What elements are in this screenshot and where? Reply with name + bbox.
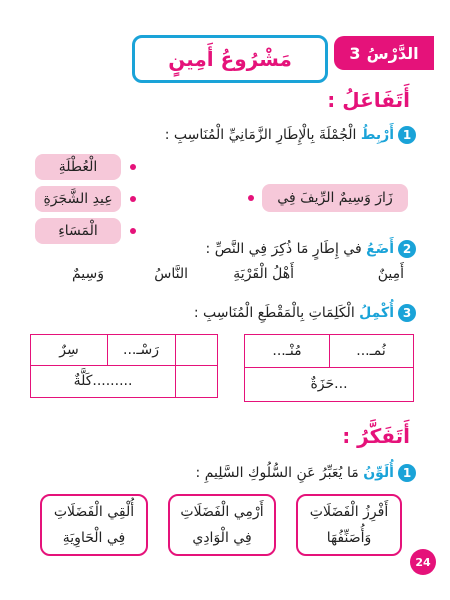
question-1-text: الْجُمْلَةَ بِالْإِطَارِ الزَّمَانِيِّ الْمُنَاسِبِ : <box>164 127 361 143</box>
option-pill-2: عِيدِ الشَّجَرَةِ <box>35 186 121 212</box>
question-1-verb: أَرْبِطُ <box>360 127 394 143</box>
think-question-1-badge: 1 <box>398 464 416 482</box>
table-left-cell-2[interactable]: سِرٌ <box>59 342 79 358</box>
option-dot-2[interactable] <box>130 196 136 202</box>
lesson-label: الدَّرْسُ <box>366 43 419 63</box>
think-question-1-instruction <box>196 464 416 482</box>
section-title-think: أَتَفَكَّرُ : <box>342 424 410 448</box>
option-dot-1[interactable] <box>130 164 136 170</box>
think-question-1-text: مَا يُعَبِّرُ عَنِ السُّلُوكِ السَّلِيمِ : <box>195 465 364 481</box>
question-1-instruction <box>165 126 416 144</box>
question-2-text: في إِطَارٍ مَا ذُكِرَ فِي النَّصِّ : <box>205 241 367 257</box>
sentence-dot[interactable] <box>248 195 254 201</box>
option-pill-3: الْمَسَاءِ <box>35 218 121 244</box>
choice-sort-waste[interactable]: أَفْرِزُ الْفَضَلَاتِ وَأُصَنِّفُهَا <box>296 494 402 556</box>
question-3-verb: أُكْمِلُ <box>359 305 394 321</box>
word-wasim: وَسِيمٌ <box>71 266 104 282</box>
lesson-number: 3 <box>349 43 361 63</box>
choice-throw-in-valley[interactable]: أَرْمِي الْفَضَلَاتِ فِي الْوَادِي <box>168 494 276 556</box>
syllable-table-right <box>244 334 414 402</box>
table-right-cell-3[interactable]: ...حَزَةٌ <box>310 376 348 392</box>
question-3-badge: 3 <box>398 304 416 322</box>
word-people: النَّاسُ <box>154 266 188 282</box>
syllable-table-left <box>30 334 218 398</box>
word-village-people: أَهْلُ الْقَرْيَةِ <box>233 266 294 282</box>
lesson-number-tab <box>334 36 434 70</box>
table-left-cell-3[interactable]: .........كَلَّةٌ <box>73 373 133 389</box>
question-3-instruction <box>194 304 416 322</box>
section-title-interact: أَتَفَاعَلُ : <box>327 88 410 112</box>
table-right-cell-1[interactable]: نُمـ... <box>356 343 386 359</box>
table-right-cell-2[interactable]: مُنْـ... <box>272 343 302 359</box>
lesson-title: مَشْرُوعُ أَمِينٍ <box>132 35 328 83</box>
word-amin: أَمِينٌ <box>377 266 404 282</box>
question-2-badge: 2 <box>398 240 416 258</box>
question-1-badge: 1 <box>398 126 416 144</box>
option-pill-1: الْعُطْلَةِ <box>35 154 121 180</box>
think-question-1-verb: أُلَوِّنُ <box>363 465 394 481</box>
question-3-text: الْكَلِمَاتِ بِالْمَقْطَعِ الْمُنَاسِبِ : <box>193 305 360 321</box>
table-left-cell-1[interactable]: رَسْـ... <box>123 342 159 358</box>
option-dot-3[interactable] <box>130 228 136 234</box>
page-number: 24 <box>410 549 436 575</box>
question-2-verb: أَضَعُ <box>366 241 394 257</box>
sentence-pill: زَارَ وَسِيمٌ الرِّيفَ فِي <box>262 184 408 212</box>
question-2-instruction <box>206 240 416 258</box>
choice-put-in-bin[interactable]: أُلْقِي الْفَضَلَاتِ فِي الْحَاوِيَةِ <box>40 494 148 556</box>
